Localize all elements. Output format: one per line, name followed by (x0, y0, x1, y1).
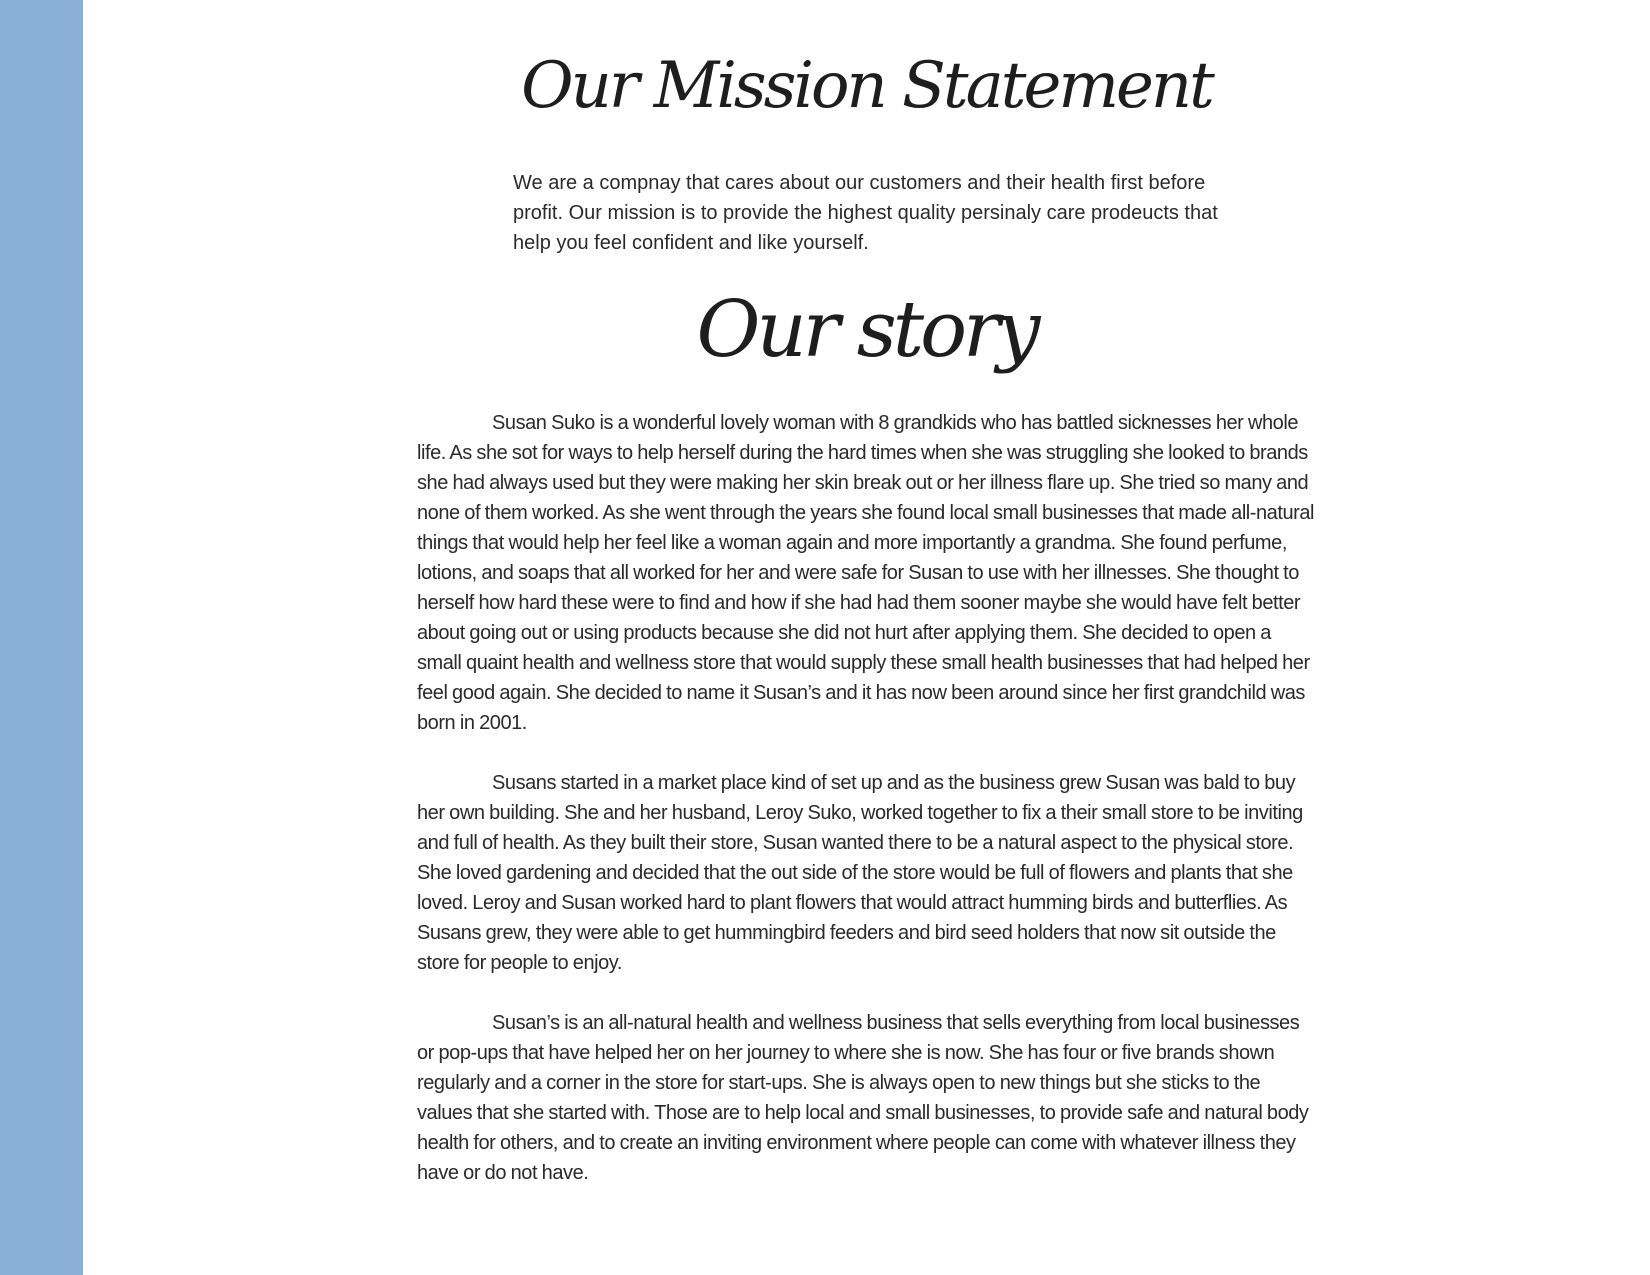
sidebar-stripe (0, 0, 83, 1275)
story-paragraph-3: Susan’s is an all-natural health and wellness business that sells everything from local businesses or pop-ups that have helped her on her journey to where she is now. She has four or five brands shown regularly and a corner in the store for start-ups. She is always open to new things but she sticks to the values that she started with. Those are to help local and small businesses, to provide safe and natural body health for others, and to create an inviting environment where people can come with whatever illness they have or do not have. (417, 1012, 1309, 1184)
story-title: Our story (696, 285, 1037, 375)
mission-text: We are a compnay that cares about our customers and their health first before profit. Our mission is to provide the highest quality persinaly care prodeucts that help you feel confident and like yourself. (513, 172, 1218, 254)
story-body (417, 408, 1317, 1218)
story-paragraph-1: Susan Suko is a wonderful lovely woman with 8 grandkids who has battled sicknesses her whole life. As she sot for ways to help herself during the hard times when she was struggling she looked to brands she had always used but they were making her skin break out or her illness flare up. She tried so many and none of them worked. As she went through the years she found local small businesses that made all-natural things that would help her feel like a woman again and more importantly a grandma. She found perfume, lotions, and soaps that all worked for her and were safe for Susan to use with her illnesses. She thought to herself how hard these were to find and how if she had had them sooner maybe she would have felt better about going out or using products because she did not hurt after applying them. She decided to open a small quaint health and wellness store that would supply these small health businesses that had helped her feel good again. She decided to name it Susan’s and it has now been around since her first grandchild was born in 2001. (417, 412, 1315, 734)
story-paragraph-2: Susans started in a market place kind of set up and as the business grew Susan was bald to buy her own building. She and her husband, Leroy Suko, worked together to fix a their small store to be inviting and full of health. As they built their store, Susan wanted there to be a natural aspect to the physical store. She loved gardening and decided that the out side of the store would be full of flowers and plants that she loved. Leroy and Susan worked hard to plant flowers that would attract humming birds and butterflies. As Susans grew, they were able to get hummingbird feeders and bird seed holders that now sit outside the store for people to enjoy. (417, 772, 1303, 974)
mission-title: Our Mission Statement (521, 49, 1212, 123)
